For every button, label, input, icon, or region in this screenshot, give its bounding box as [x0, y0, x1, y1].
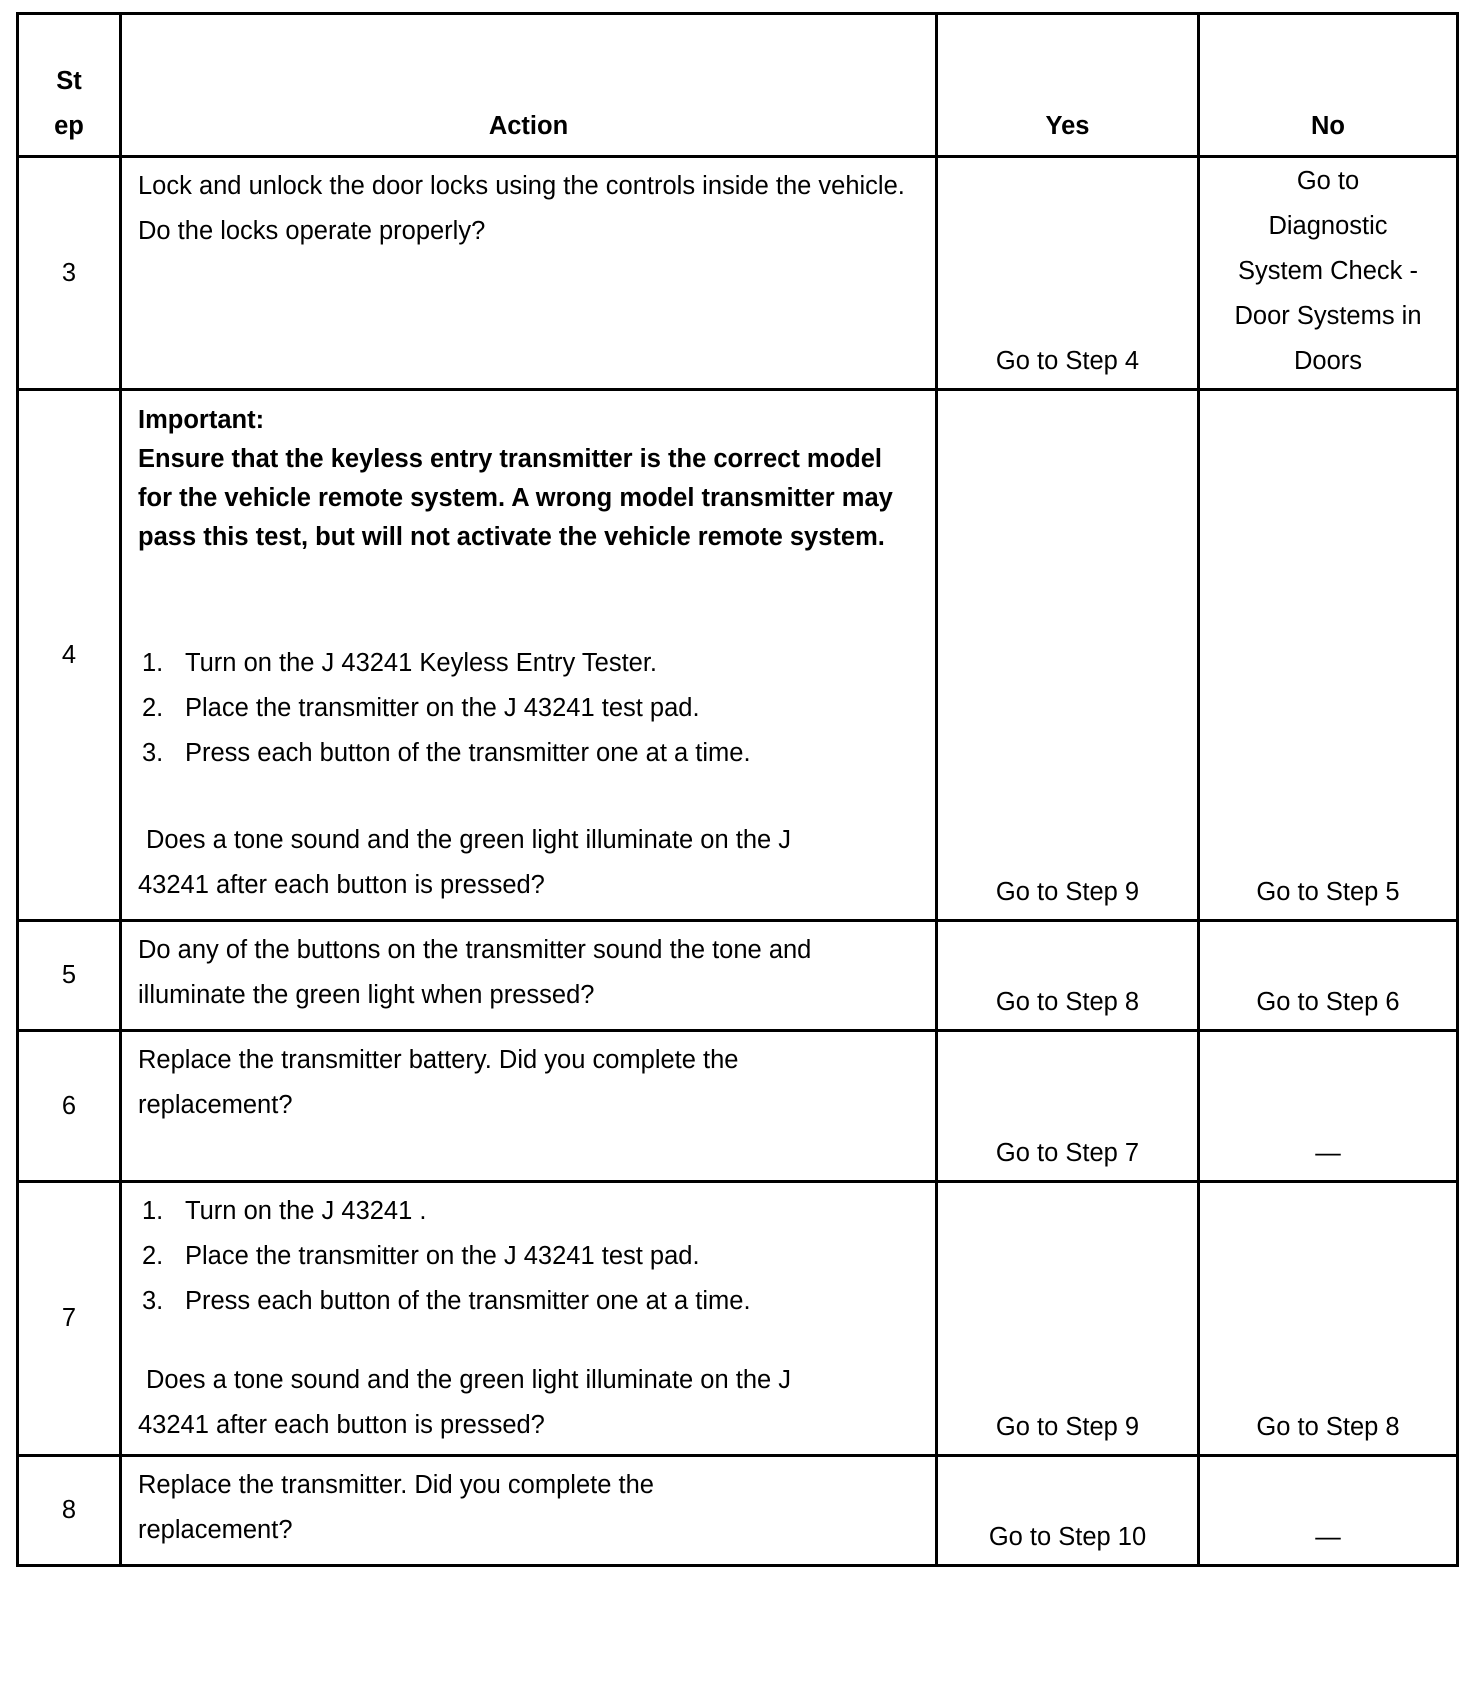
no-line: System Check - — [1238, 257, 1418, 285]
list-item — [138, 1234, 921, 1279]
list-text: Turn on the J 43241 . — [185, 1197, 427, 1225]
list-text: Place the transmitter on the J 43241 test pad. — [185, 1242, 700, 1270]
action-cell — [121, 1031, 937, 1182]
list-number: 2. — [142, 1242, 164, 1270]
action-cell — [121, 157, 937, 390]
header-step-line1: St — [56, 67, 82, 95]
step-number: 3 — [18, 157, 121, 390]
no-cell: — — [1199, 1031, 1458, 1182]
action-line: replacement? — [138, 1516, 293, 1544]
yes-cell: Go to Step 9 — [937, 390, 1199, 921]
step-number: 4 — [18, 390, 121, 921]
question-line: Does a tone sound and the green light illuminate on the J — [146, 826, 792, 854]
action-cell — [121, 390, 937, 921]
table-row — [18, 1031, 1458, 1182]
action-text: Lock and unlock the door locks using the controls inside the vehicle. Do the locks operate properly? — [138, 172, 905, 245]
no-cell: Go to Step 5 — [1199, 390, 1458, 921]
action-cell — [121, 1182, 937, 1456]
list-number: 3. — [142, 739, 164, 767]
diagnostic-table — [16, 12, 1459, 1567]
important-text: Ensure that the keyless entry transmitter is the correct model for the vehicle remote system. A wrong model transmitter may pass this test, but will not activate the vehicle remote system. — [138, 445, 893, 551]
table-row — [18, 1456, 1458, 1566]
yes-cell: Go to Step 7 — [937, 1031, 1199, 1182]
step-number: 8 — [18, 1456, 121, 1566]
no-line: Door Systems in — [1234, 302, 1422, 330]
list-item — [138, 686, 921, 731]
list-item — [138, 641, 921, 686]
list-number: 1. — [142, 649, 164, 677]
no-line: Doors — [1293, 347, 1363, 375]
no-cell: — — [1199, 1456, 1458, 1566]
table-row — [18, 390, 1458, 921]
yes-cell: Go to Step 4 — [937, 157, 1199, 390]
yes-cell: Go to Step 8 — [937, 921, 1199, 1031]
action-text: Do any of the buttons on the transmitter sound the tone and illuminate the green light when pressed? — [138, 936, 812, 1009]
step-number: 7 — [18, 1182, 121, 1456]
question — [138, 818, 921, 908]
list-number: 3. — [142, 1287, 164, 1315]
header-row — [18, 14, 1458, 157]
action-line: replacement? — [138, 1091, 293, 1119]
header-no: No — [1199, 14, 1458, 157]
no-cell: Go to Step 6 — [1199, 921, 1458, 1031]
no-cell — [1199, 157, 1458, 390]
step-number: 6 — [18, 1031, 121, 1182]
action-cell — [121, 1456, 937, 1566]
question-line: 43241 after each button is pressed? — [138, 1411, 545, 1439]
header-step — [18, 14, 121, 157]
important-note — [138, 397, 921, 557]
no-line: Go to — [1296, 167, 1360, 195]
list-number: 2. — [142, 694, 164, 722]
action-line: Replace the transmitter battery. Did you complete the — [138, 1046, 739, 1074]
action-line: Replace the transmitter. Did you complete the — [138, 1471, 654, 1499]
table-row — [18, 1182, 1458, 1456]
action-cell — [121, 921, 937, 1031]
step-list — [138, 1189, 921, 1324]
list-number: 1. — [142, 1197, 164, 1225]
step-number: 5 — [18, 921, 121, 1031]
table-row — [18, 157, 1458, 390]
yes-cell: Go to Step 10 — [937, 1456, 1199, 1566]
list-text: Turn on the J 43241 Keyless Entry Tester. — [185, 649, 658, 677]
list-item — [138, 1189, 921, 1234]
no-line: Diagnostic — [1268, 212, 1388, 240]
header-action: Action — [121, 14, 937, 157]
list-text: Place the transmitter on the J 43241 test pad. — [185, 694, 700, 722]
header-yes: Yes — [937, 14, 1199, 157]
question-line: 43241 after each button is pressed? — [138, 871, 545, 899]
yes-cell: Go to Step 9 — [937, 1182, 1199, 1456]
no-cell: Go to Step 8 — [1199, 1182, 1458, 1456]
important-label: Important: — [138, 406, 265, 434]
list-text: Press each button of the transmitter one at a time. — [185, 739, 751, 767]
table-row — [18, 921, 1458, 1031]
header-step-line2: ep — [54, 112, 84, 140]
question — [138, 1358, 921, 1448]
list-item — [138, 1279, 921, 1324]
question-line: Does a tone sound and the green light illuminate on the J — [146, 1366, 792, 1394]
step-list — [138, 641, 921, 776]
list-text: Press each button of the transmitter one at a time. — [185, 1287, 751, 1315]
list-item — [138, 731, 921, 776]
